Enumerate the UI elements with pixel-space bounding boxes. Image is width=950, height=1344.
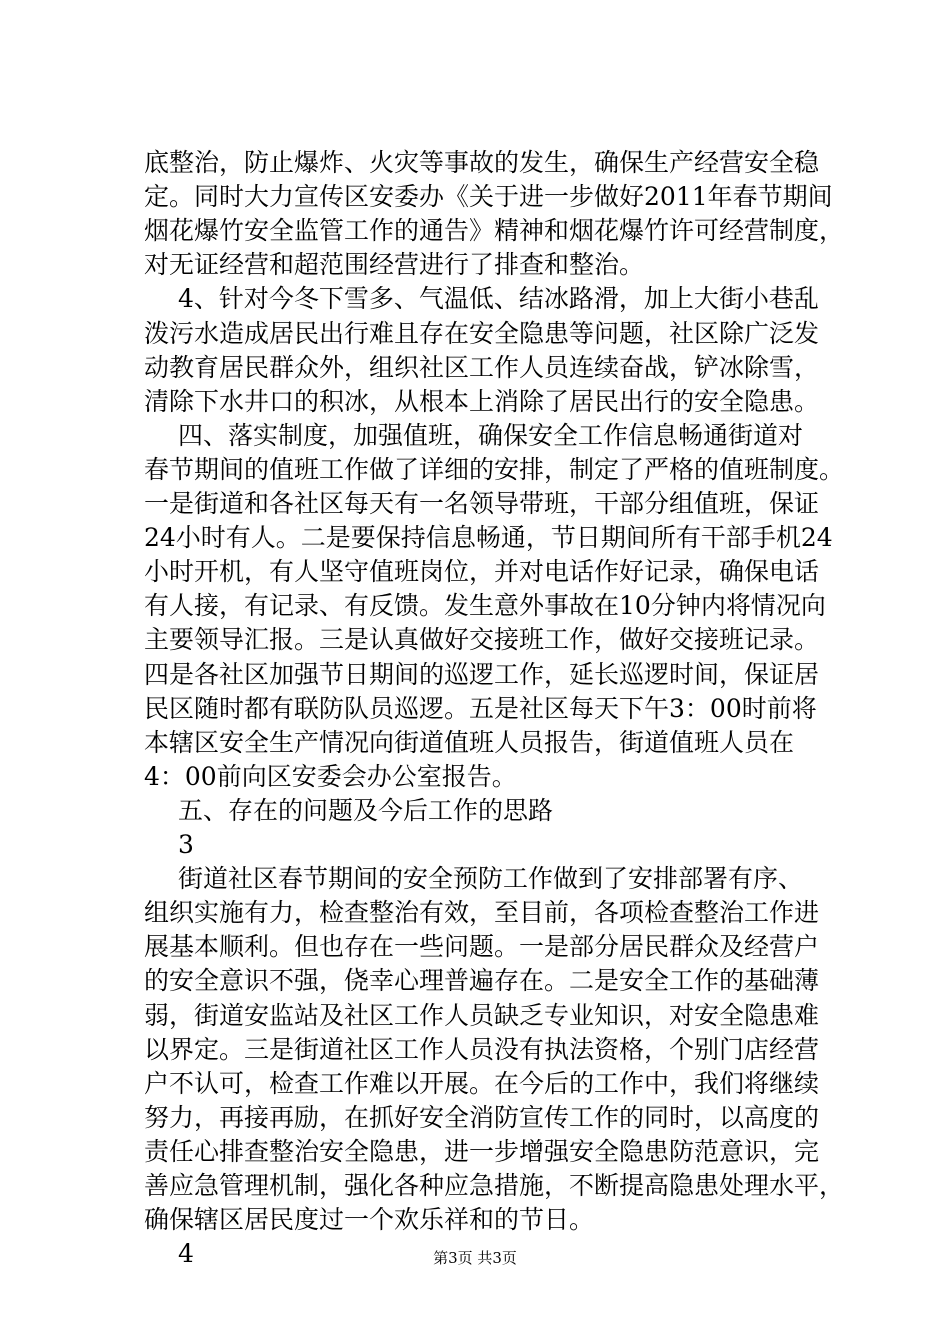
text-line: 街道社区春节期间的安全预防工作做到了安排部署有序、 [178,864,804,893]
page-number-marker: 3 [178,830,194,859]
text-line: 善应急管理机制，强化各种应急措施，不断提高隐患处理水平， [144,1171,845,1200]
text-line: 烟花爆竹安全监管工作的通告》精神和烟花爆竹许可经营制度， [144,216,845,245]
text-line: 责任心排查整治安全隐患，进一步增强安全隐患防范意识，完 [144,1137,820,1166]
text-line: 底整治，防止爆炸、火灾等事故的发生，确保生产经营安全稳 [144,148,820,177]
text-line: 24小时有人。二是要保持信息畅通，节日期间所有干部手机24 [144,523,833,552]
text-line: 4、针对今冬下雪多、气温低、结冰路滑，加上大街小巷乱 [178,284,819,313]
text-line: 一是街道和各社区每天有一名领导带班，干部分组值班，保证 [144,489,820,518]
text-line: 春节期间的值班工作做了详细的安排，制定了严格的值班制度。 [144,455,845,484]
text-line: 的安全意识不强，侥幸心理普遍存在。二是安全工作的基础薄 [144,966,820,995]
text-line: 四、落实制度，加强值班，确保安全工作信息畅通街道对 [178,421,804,450]
text-line: 泼污水造成居民出行难且存在安全隐患等问题，社区除广泛发 [144,319,820,348]
text-line: 户不认可，检查工作难以开展。在今后的工作中，我们将继续 [144,1069,820,1098]
section-heading: 五、存在的问题及今后工作的思路 [178,796,554,825]
text-line: 四是各社区加强节日期间的巡逻工作，延长巡逻时间，保证居 [144,660,820,689]
text-line: 清除下水井口的积冰，从根本上消除了居民出行的安全隐患。 [144,387,820,416]
text-line: 努力，再接再励，在抓好安全消防宣传工作的同时，以高度的 [144,1103,820,1132]
text-line: 定。同时大力宣传区安委办《关于进一步做好2011年春节期间 [144,182,833,211]
text-line: 动教育居民群众外，组织社区工作人员连续奋战，铲冰除雪， [144,353,820,382]
text-line: 展基本顺利。但也存在一些问题。一是部分居民群众及经营户 [144,932,820,961]
page-footer: 第3页 共3页 [433,1249,517,1267]
page-number-marker: 4 [178,1239,194,1268]
text-line: 主要领导汇报。三是认真做好交接班工作，做好交接班记录。 [144,625,820,654]
text-line: 小时开机，有人坚守值班岗位，并对电话作好记录，确保电话 [144,557,820,586]
text-line: 4：00前向区安委会办公室报告。 [144,762,517,791]
text-line: 确保辖区居民度过一个欢乐祥和的节日。 [144,1205,595,1234]
text-line: 有人接，有记录、有反馈。发生意外事故在10分钟内将情况向 [144,591,826,620]
text-line: 民区随时都有联防队员巡逻。五是社区每天下午3：00时前将 [144,694,817,723]
text-line: 以界定。三是街道社区工作人员没有执法资格，个别门店经营 [144,1035,820,1064]
text-line: 本辖区安全生产情况向街道值班人员报告，街道值班人员在 [144,728,795,757]
text-line: 组织实施有力，检查整治有效，至目前，各项检查整治工作进 [144,898,820,927]
text-line: 弱，街道安监站及社区工作人员缺乏专业知识，对安全隐患难 [144,1001,820,1030]
text-line: 对无证经营和超范围经营进行了排查和整治。 [144,250,645,279]
